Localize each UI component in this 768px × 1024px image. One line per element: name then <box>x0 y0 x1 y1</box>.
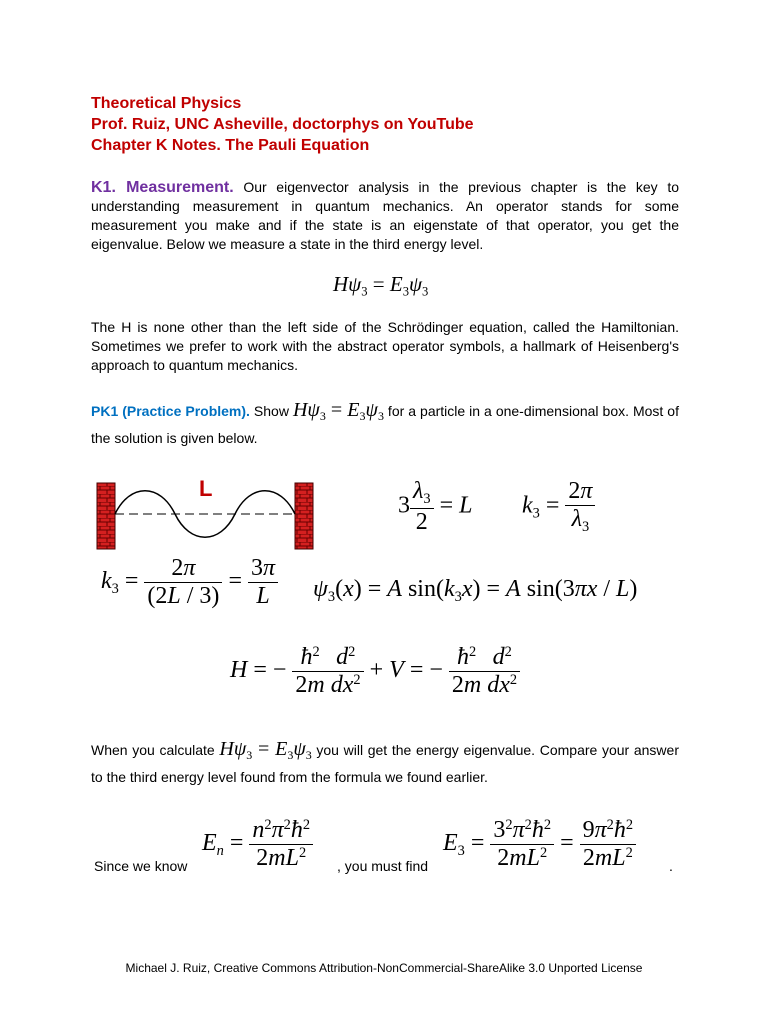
since-text-1: Since we know <box>94 858 188 874</box>
equation-wavelength: 3 $\frac{\lambda_3}{2}$ = L <box>398 478 473 536</box>
right-wall <box>295 483 313 549</box>
section-k1-heading: K1. Measurement. <box>91 179 234 196</box>
equation-k3-value: $k_3$ = $\frac{2\pi}{(2L / 3)}$ = $\frac{3\pi}{L}$ <box>101 555 278 610</box>
footer-license: Michael J. Ruiz, Creative Commons Attribution-NonCommercial-ShareAlike 3.0 Unported License <box>125 961 643 975</box>
practice-paragraph <box>91 399 679 449</box>
calculate-paragraph <box>91 738 679 788</box>
box-length-label: L <box>199 476 213 501</box>
equation-energy-third: $E_3$ = $\frac{3^2\pi^2ħ^2}{2mL^2}$ = $\frac{9\pi^2ħ^2}{2mL^2}$ <box>443 817 636 872</box>
section-k1-text: Our eigenvector analysis in the previous chapter is the key to understanding measurement in quantum mechanics. An operator stands for some measurement you make and if the state is an eigenstate of that operator, you get the eigenvalue. Below we measure a state in the third energy level. <box>91 179 679 252</box>
practice-text-before: Show <box>249 403 293 419</box>
equation-wavefunction: $\psi_3(x) = A$ $\sin(k_3x) = A$ sin(3πx / L) <box>313 576 638 606</box>
equation-wavenumber: $k_3$ = $\frac{2\pi}{\lambda_3}$ <box>522 478 595 536</box>
practice-text-after: for a particle in a one-dimensional box. Most of the solution is given below. <box>91 403 679 447</box>
title-line-3: Chapter K Notes. The Pauli Equation <box>91 137 370 154</box>
calc-text-before: When you calculate <box>91 742 220 758</box>
left-wall <box>97 483 115 549</box>
title-line-1: Theoretical Physics <box>91 95 242 112</box>
hamiltonian-paragraph: The H is none other than the left side of the Schrödinger equation, called the Hamiltonian. Sometimes we prefer to work with the abstract operator symbols, a hallmark of Heisenberg's approach to quantum mechanics. <box>91 319 679 373</box>
calc-inline-equation: $H\psi_3 = E_3\psi_3$ <box>219 738 312 763</box>
practice-inline-equation: $H\psi_3 = E_3\psi_3$ <box>292 399 384 424</box>
calc-text-after: you will get the energy eigenvalue. Compare your answer to the third energy level found from the formula we found earlier. <box>91 742 679 786</box>
equation-hamiltonian: H = − $\frac{ħ^2}{2m}$ $\frac{d^2}{dx^2}$ + V = − $\frac{ħ^2}{2m}$ $\frac{d^2}{dx^2}$ <box>230 644 520 699</box>
title-line-2: Prof. Ruiz, UNC Asheville, doctorphys on YouTube <box>91 116 474 133</box>
practice-label: PK1 (Practice Problem). <box>91 403 250 419</box>
since-text-3: . <box>669 858 673 874</box>
equation-energy-general: $E_n$ = $\frac{n^2\pi^2ħ^2}{2mL^2}$ <box>202 817 313 872</box>
since-text-2: , you must find <box>337 858 429 874</box>
section-k1-paragraph <box>91 178 679 254</box>
equation-eigenvalue: $H\psi_3 = E_3\psi_3$ <box>333 272 429 299</box>
